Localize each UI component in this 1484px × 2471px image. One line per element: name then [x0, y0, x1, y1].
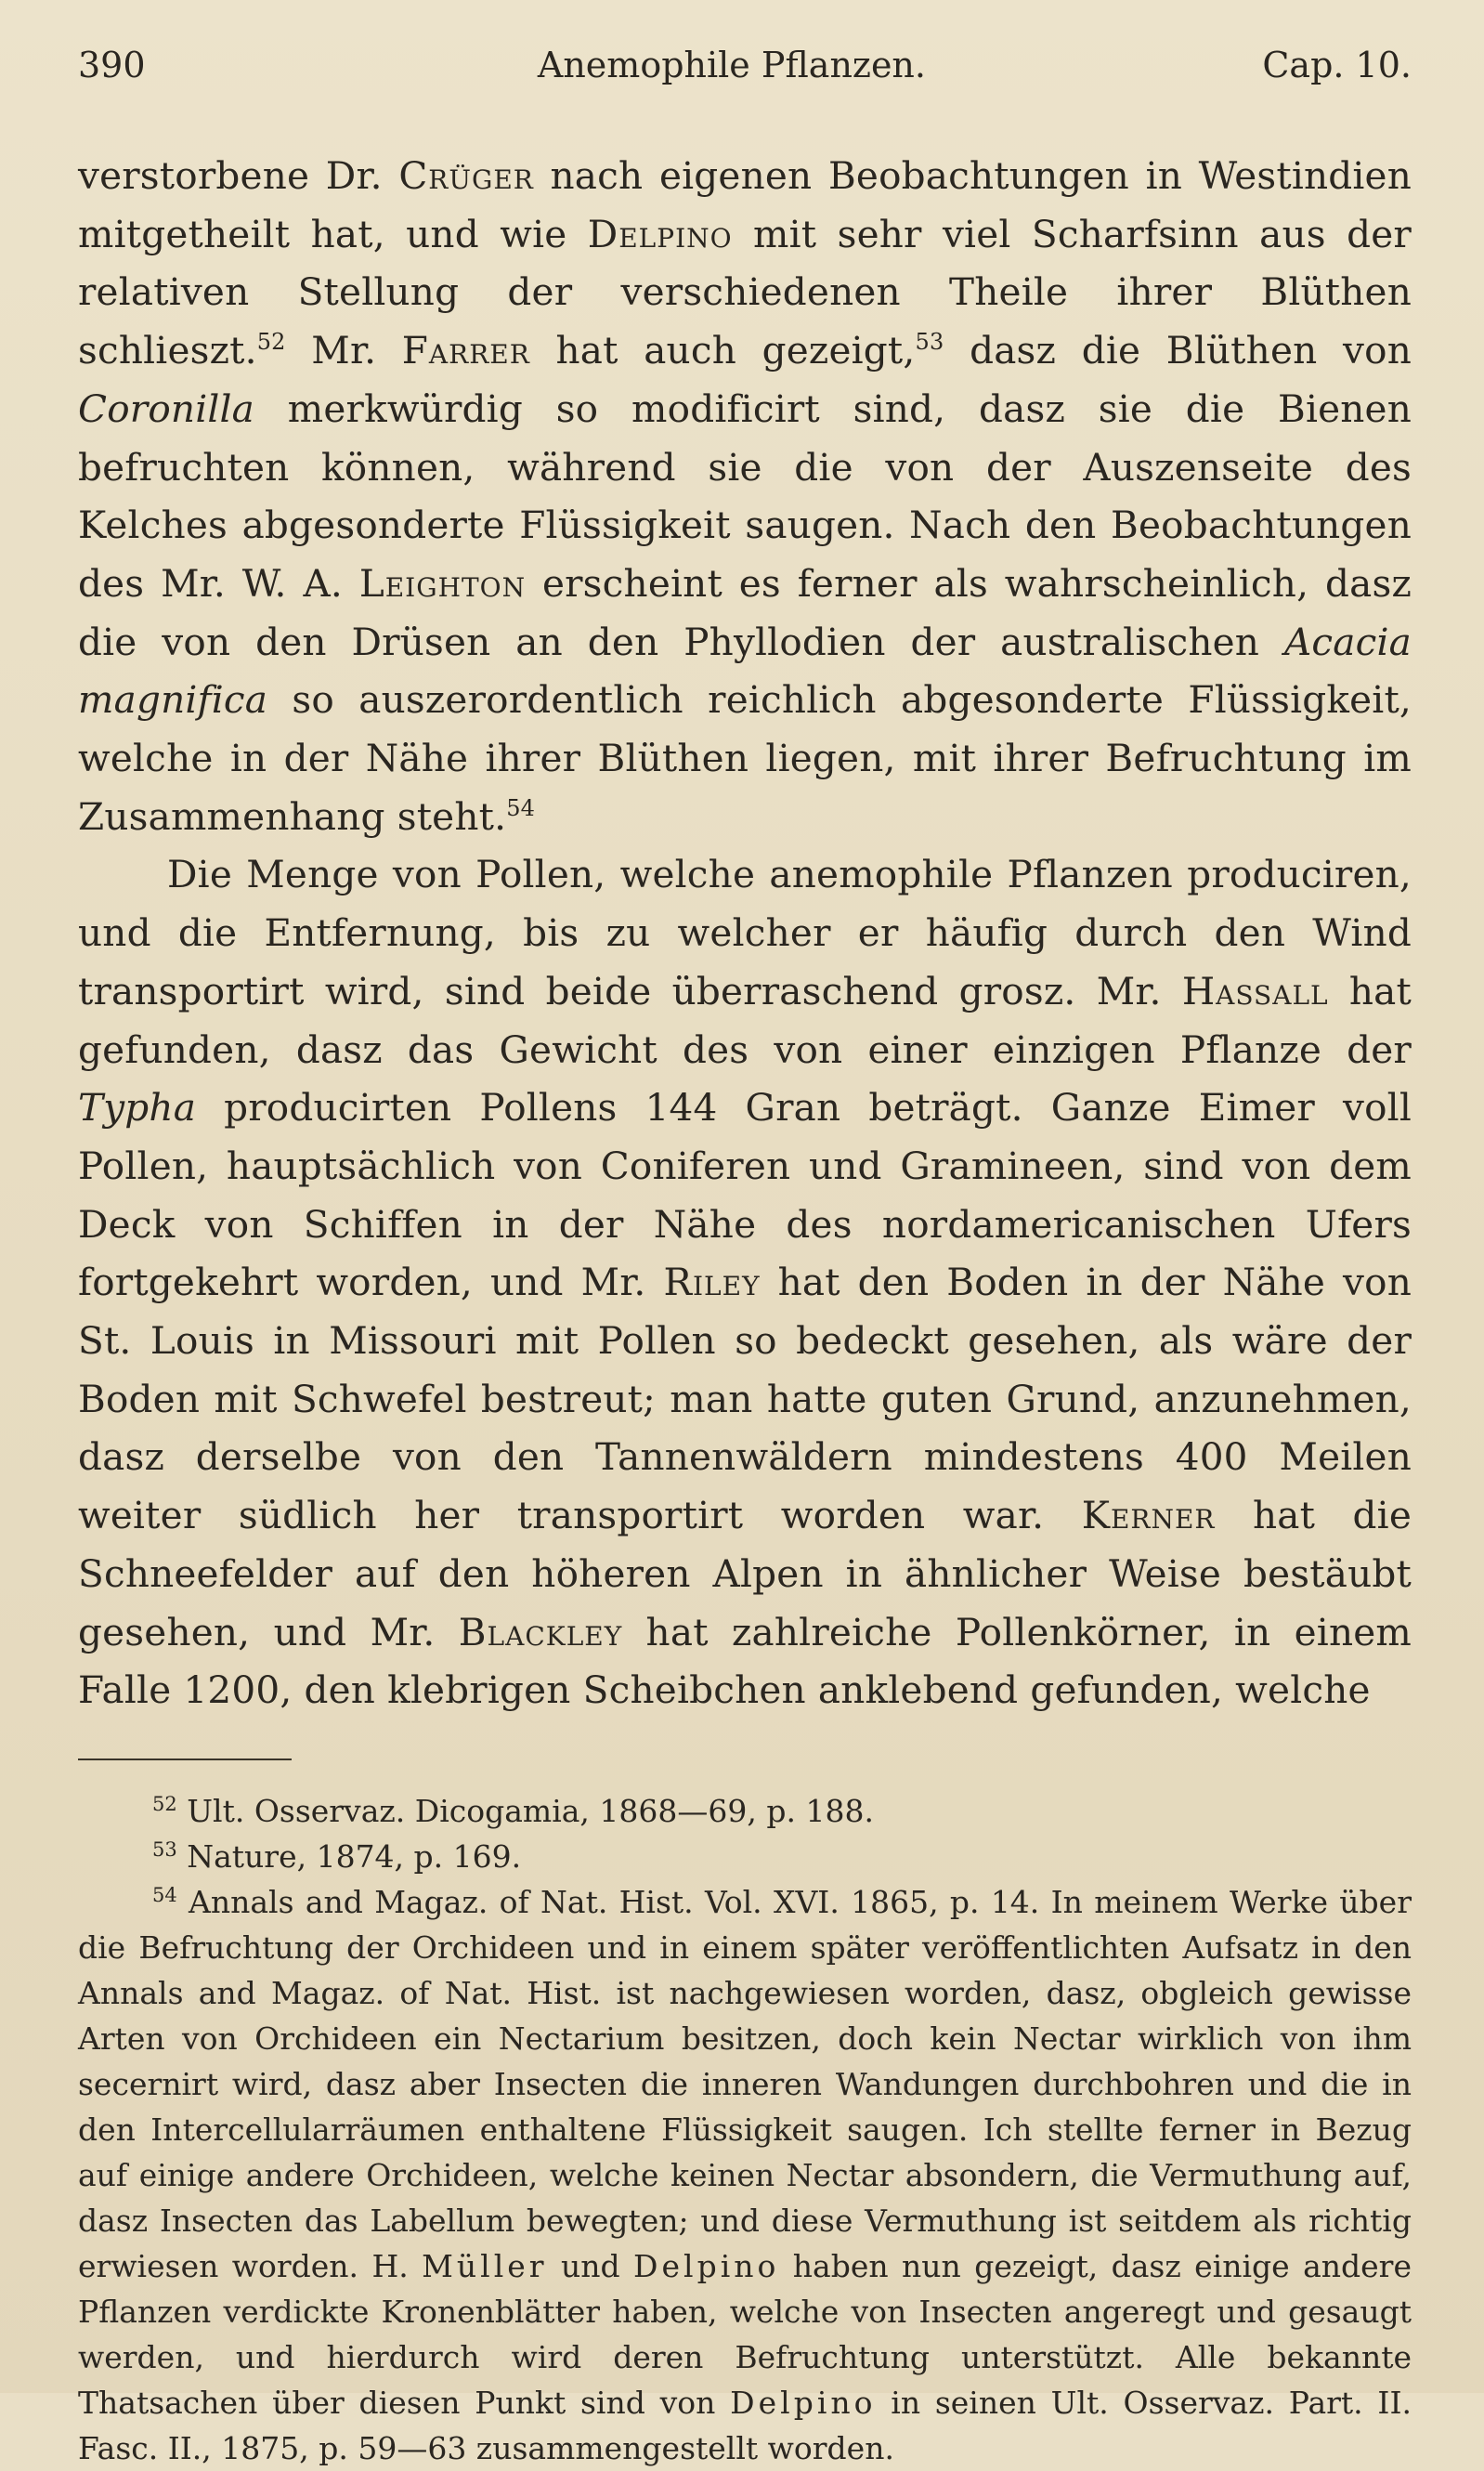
footnote-text: Nature, 1874, p. 169. — [176, 1837, 522, 1875]
footnote-text: Annals and Magaz. of Nat. Hist. Vol. XVI. 1865, p. 14. In meinem Werke über die Befruchtung der Orchideen und in einem später veröffentlichten Aufsatz in den Annals and Magaz. of Nat. Hist. ist nachgewiesen worden, dasz, obgleich gewisse Arten von Orchideen ein Nectarium besitzen, doch kein Nectar wirklich von ihm secernirt wird, dasz aber Insecten die inneren Wandungen durchbohren und die in den Intercellularräumen enthaltene Flüssigkeit saugen. Ich stellte ferner in Bezug auf einige andere Orchideen, welche keinen Nectar absondern, die Vermuthung auf, dasz Insecten das Labellum bewegten; und diese Vermuthung ist seitdem als richtig erwiesen worden. H. — [78, 1883, 1412, 2284]
author-name: Farrer — [401, 328, 530, 373]
text-run: nach eigenen Beobachtungen in Westindien mitgetheilt hat, und wie — [78, 153, 1412, 256]
author-name: Riley — [663, 1260, 761, 1305]
footnote-number: 54 — [152, 1883, 177, 1906]
text-run: hat auch gezeigt, — [529, 328, 916, 373]
text-run: dasz die Blüthen von — [944, 328, 1412, 373]
text-run: Die Menge von Pollen, welche anemophile Pflanzen produciren, und die Entfernung, bis zu welcher er häufig durch den Wind transportirt wird, sind beide überraschend grosz. Mr. — [78, 852, 1412, 1013]
text-run: verstorbene Dr. — [78, 153, 399, 198]
footnote-number: 53 — [152, 1837, 177, 1861]
text-run: producirten Pollens 144 Gran beträgt. Ganze Eimer voll Pollen, hauptsächlich von Coniferen und Gramineen, sind von dem Deck von Schiffen in der Nähe des nordamericanischen Ufers fortgekehrt worden, und Mr. — [78, 1085, 1412, 1305]
running-title: Anemophile Pflanzen. — [537, 45, 926, 85]
footnote-ref: 54 — [506, 794, 536, 821]
text-run: hat die Schneefelder auf den höheren Alpen in ähnlicher Weise bestäubt gesehen, und Mr. — [78, 1493, 1412, 1654]
author-name: Müller — [422, 2247, 548, 2284]
author-name: Delpino — [587, 211, 733, 256]
author-name: Leighton — [358, 560, 527, 606]
footnote-ref: 53 — [915, 329, 944, 356]
author-name: Blackley — [458, 1609, 623, 1654]
author-name: Delpino — [633, 2247, 780, 2284]
footnote-52 — [78, 1788, 1412, 1834]
text-run: erscheint es ferner als wahrscheinlich, dasz die von den Drüsen an den Phyllodien der australischen — [78, 560, 1412, 664]
running-header — [78, 37, 1412, 102]
text-run: merkwürdig so modificirt sind, dasz sie die Bienen befruchten können, während sie die von der Auszenseite des Kelches abgesonderte Flüssigkeit saugen. Nach den Beobachtungen des Mr. W. A. — [78, 386, 1412, 606]
main-text — [78, 147, 1412, 1719]
footnote-text: haben nun gezeigt, dasz einige andere Pflanzen verdickte Kronenblätter haben, welche von Insecten angeregt und gesaugt werden, und hierdurch wird deren Befruchtung unterstützt. Alle bekannte Thatsachen über diesen Punkt sind von — [78, 2247, 1412, 2421]
footnote-ref: 52 — [256, 329, 286, 356]
footnote-text: in seinen Ult. Osservaz. Part. II. Fasc. II., 1875, p. 59—63 zusammengestellt worden. — [78, 2384, 1412, 2466]
text-run: hat den Boden in der Nähe von St. Louis in Missouri mit Pollen so bedeckt gesehen, als wäre der Boden mit Schwefel bestreut; man hatte guten Grund, anzunehmen, dasz derselbe von den Tannenwäldern mindestens 400 Meilen weiter südlich her transportirt worden war. — [78, 1260, 1412, 1538]
footnote-divider — [78, 1758, 292, 1760]
footnote-53 — [78, 1834, 1412, 1879]
species-name: Acacia magnifica — [78, 619, 1412, 723]
footnote-number: 52 — [152, 1792, 177, 1815]
chapter-label: Cap. 10. — [1262, 45, 1412, 85]
page-number: 390 — [78, 45, 146, 85]
footnotes — [78, 1788, 1412, 2471]
author-name: Crüger — [398, 153, 534, 198]
footnote-text: Ult. Osservaz. Dicogamia, 1868—69, p. 188. — [176, 1792, 874, 1829]
author-name: Kerner — [1081, 1493, 1216, 1538]
paragraph-1 — [78, 147, 1412, 845]
footnote-54 — [78, 1879, 1412, 2471]
genus-name: Coronilla — [78, 386, 255, 431]
text-run: Mr. — [285, 328, 402, 373]
footnote-text: und — [547, 2247, 634, 2284]
author-name: Delpino — [730, 2384, 877, 2421]
text-run: hat gefunden, dasz das Gewicht des von einer einzigen Pflanze der — [78, 968, 1412, 1072]
genus-name: Typha — [78, 1085, 197, 1131]
text-run: mit sehr viel Scharfsinn aus der relativen Stellung der verschiedenen Theile ihrer Blüthen schlieszt. — [78, 211, 1412, 373]
author-name: Hassall — [1181, 968, 1329, 1013]
text-run: so auszerordentlich reichlich abgesonderte Flüssigkeit, welche in der Nähe ihrer Blüthen liegen, mit ihrer Befruchtung im Zusammenhang steht. — [78, 677, 1412, 839]
paragraph-2 — [78, 845, 1412, 1719]
text-run: hat zahlreiche Pollenkörner, in einem Falle 1200, den klebrigen Scheibchen anklebend gefunden, welche — [78, 1609, 1412, 1713]
